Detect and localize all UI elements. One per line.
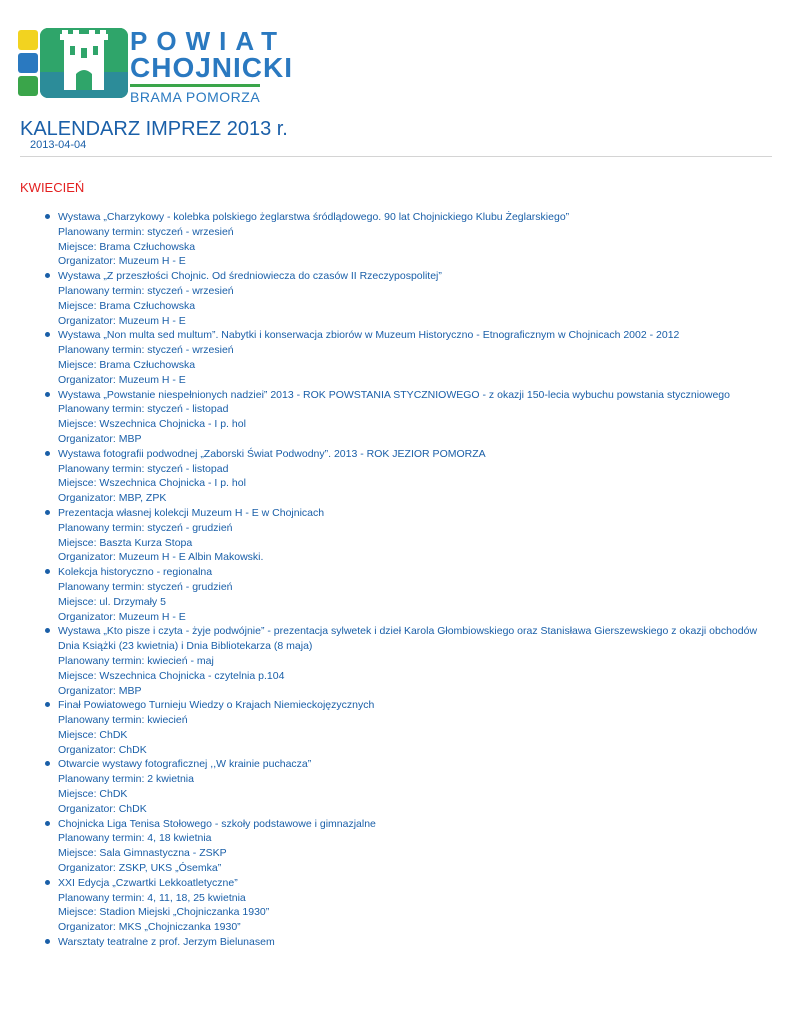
event-termin: Planowany termin: kwiecień	[58, 714, 188, 727]
event-title: XXI Edycja „Czwartki Lekkoatletyczne”	[58, 876, 238, 889]
logo-powiat-text: POWIAT	[130, 26, 287, 56]
bullet-icon	[45, 821, 50, 826]
event-organizator: Organizator: Muzeum H - E	[58, 314, 186, 327]
logo-square-yellow	[18, 30, 38, 50]
event-termin: Planowany termin: styczeń - listopad	[58, 462, 229, 475]
event-termin: Planowany termin: kwiecień - maj	[58, 654, 214, 667]
bullet-icon	[45, 510, 50, 515]
event-organizator: Organizator: Muzeum H - E	[58, 373, 186, 386]
event-miejsce: Miejsce: Brama Człuchowska	[58, 358, 196, 371]
event-item	[0, 698, 791, 757]
event-miejsce: Miejsce: Wszechnica Chojnicka - I p. hol	[58, 418, 246, 431]
event-item	[0, 328, 791, 387]
event-termin: Planowany termin: styczeń - listopad	[58, 403, 229, 416]
month-heading: KWIECIEŃ	[20, 180, 85, 195]
event-title: Kolekcja historyczno - regionalna	[58, 566, 213, 579]
event-miejsce: Miejsce: Brama Człuchowska	[58, 240, 196, 253]
event-miejsce: Miejsce: ul. Drzymały 5	[58, 595, 166, 608]
event-organizator: Organizator: MBP, ZPK	[58, 492, 167, 505]
bullet-icon	[45, 880, 50, 885]
event-miejsce: Miejsce: Wszechnica Chojnicka - I p. hol	[58, 477, 246, 490]
event-organizator: Organizator: MBP	[58, 684, 142, 697]
logo-chojnicki-text: CHOJNICKI	[130, 52, 294, 83]
event-organizator: Organizator: MKS „Chojniczanka 1930”	[58, 921, 241, 934]
event-item	[0, 269, 791, 328]
event-organizator: Organizator: MBP	[58, 432, 142, 445]
event-miejsce: Miejsce: Wszechnica Chojnicka - czytelnia p.104	[58, 669, 285, 682]
header-divider	[20, 156, 772, 157]
event-title: Finał Powiatowego Turnieju Wiedzy o Krajach Niemieckojęzycznych	[58, 699, 375, 712]
bullet-icon	[45, 628, 50, 633]
event-organizator: Organizator: Muzeum H - E	[58, 255, 186, 268]
publish-date: 2013-04-04	[30, 139, 87, 151]
event-termin: Planowany termin: styczeń - wrzesień	[58, 344, 234, 357]
event-title: Wystawa fotografii podwodnej „Zaborski Świat Podwodny”. 2013 - ROK JEZIOR POMORZA	[58, 447, 486, 460]
event-organizator: Organizator: Muzeum H - E	[58, 610, 186, 623]
page-title: KALENDARZ IMPREZ 2013 r.	[20, 118, 288, 140]
event-termin: Planowany termin: styczeń - grudzień	[58, 521, 233, 534]
logo-wordmark	[130, 28, 293, 105]
event-item	[0, 447, 791, 506]
event-termin: Planowany termin: 4, 11, 18, 25 kwietnia	[58, 891, 246, 904]
event-title: Wystawa „Non multa sed multum”. Nabytki i konserwacja zbiorów w Muzeum Historyczno - Etnograficznym w Chojnicach 2002 - 2012	[58, 329, 680, 342]
powiat-chojnicki-logo[interactable]	[18, 26, 294, 105]
logo-brama-pomorza-text: BRAMA POMORZA	[130, 89, 261, 105]
event-termin: Planowany termin: 4, 18 kwietnia	[58, 832, 212, 845]
event-miejsce: Miejsce: Brama Człuchowska	[58, 299, 196, 312]
bullet-icon	[45, 273, 50, 278]
event-termin: Planowany termin: styczeń - wrzesień	[58, 225, 234, 238]
event-item	[0, 876, 791, 935]
event-title: Wystawa „Kto pisze i czyta - żyje podwójnie” - prezentacja sylwetek i dzieł Karola Głombiowskiego oraz Stanisława Gierszewskiego z okazji obchodów Dnia Książki (23 kwietnia) i Dnia Bibliotekarza (8 maja)	[58, 625, 758, 653]
event-organizator: Organizator: ChDK	[58, 802, 147, 815]
event-item	[0, 817, 791, 876]
event-miejsce: Miejsce: Sala Gimnastyczna - ZSKP	[58, 847, 227, 860]
event-miejsce: Miejsce: ChDK	[58, 728, 128, 741]
event-item	[0, 757, 791, 816]
event-title: Wystawa „Z przeszłości Chojnic. Od średniowiecza do czasów II Rzeczypospolitej”	[58, 270, 442, 283]
bullet-icon	[45, 332, 50, 337]
event-item	[0, 624, 791, 698]
bullet-icon	[45, 392, 50, 397]
event-termin: Planowany termin: styczeń - grudzień	[58, 580, 233, 593]
event-title: Otwarcie wystawy fotograficznej ,,W krainie puchacza”	[58, 758, 312, 771]
event-title: Wystawa „Powstanie niespełnionych nadziei” 2013 - ROK POWSTANIA STYCZNIOWEGO - z okazji 150-lecia wybuchu powstania styczniowego	[58, 388, 730, 401]
event-title: Prezentacja własnej kolekcji Muzeum H - E w Chojnicach	[58, 506, 325, 519]
bullet-icon	[45, 214, 50, 219]
event-miejsce: Miejsce: Stadion Miejski „Chojniczanka 1930”	[58, 906, 270, 919]
logo-divider	[130, 84, 260, 87]
bullet-icon	[45, 761, 50, 766]
event-termin: Planowany termin: styczeń - wrzesień	[58, 284, 234, 297]
event-item	[0, 388, 791, 447]
event-title: Chojnicka Liga Tenisa Stołowego - szkoły podstawowe i gimnazjalne	[58, 817, 376, 830]
event-list	[0, 210, 791, 950]
bullet-icon	[45, 569, 50, 574]
bullet-icon	[45, 451, 50, 456]
event-termin: Planowany termin: 2 kwietnia	[58, 773, 194, 786]
event-title: Wystawa „Charzykowy - kolebka polskiego żeglarstwa śródlądowego. 90 lat Chojnickiego Klubu Żeglarskiego”	[58, 211, 570, 223]
logo-square-green	[18, 76, 38, 96]
bullet-icon	[45, 702, 50, 707]
event-item	[0, 565, 791, 624]
event-item	[0, 506, 791, 565]
event-item	[0, 935, 791, 950]
event-miejsce: Miejsce: ChDK	[58, 788, 128, 801]
logo-square-blue	[18, 53, 38, 73]
event-item	[0, 210, 791, 269]
event-organizator: Organizator: Muzeum H - E Albin Makowski.	[58, 551, 264, 564]
event-title: Warsztaty teatralne z prof. Jerzym Bielunasem	[58, 936, 275, 949]
event-miejsce: Miejsce: Baszta Kurza Stopa	[58, 536, 193, 549]
event-organizator: Organizator: ChDK	[58, 743, 147, 756]
tower-gate-icon	[40, 28, 128, 98]
bullet-icon	[45, 939, 50, 944]
event-organizator: Organizator: ZSKP, UKS „Ósemka”	[58, 862, 222, 875]
